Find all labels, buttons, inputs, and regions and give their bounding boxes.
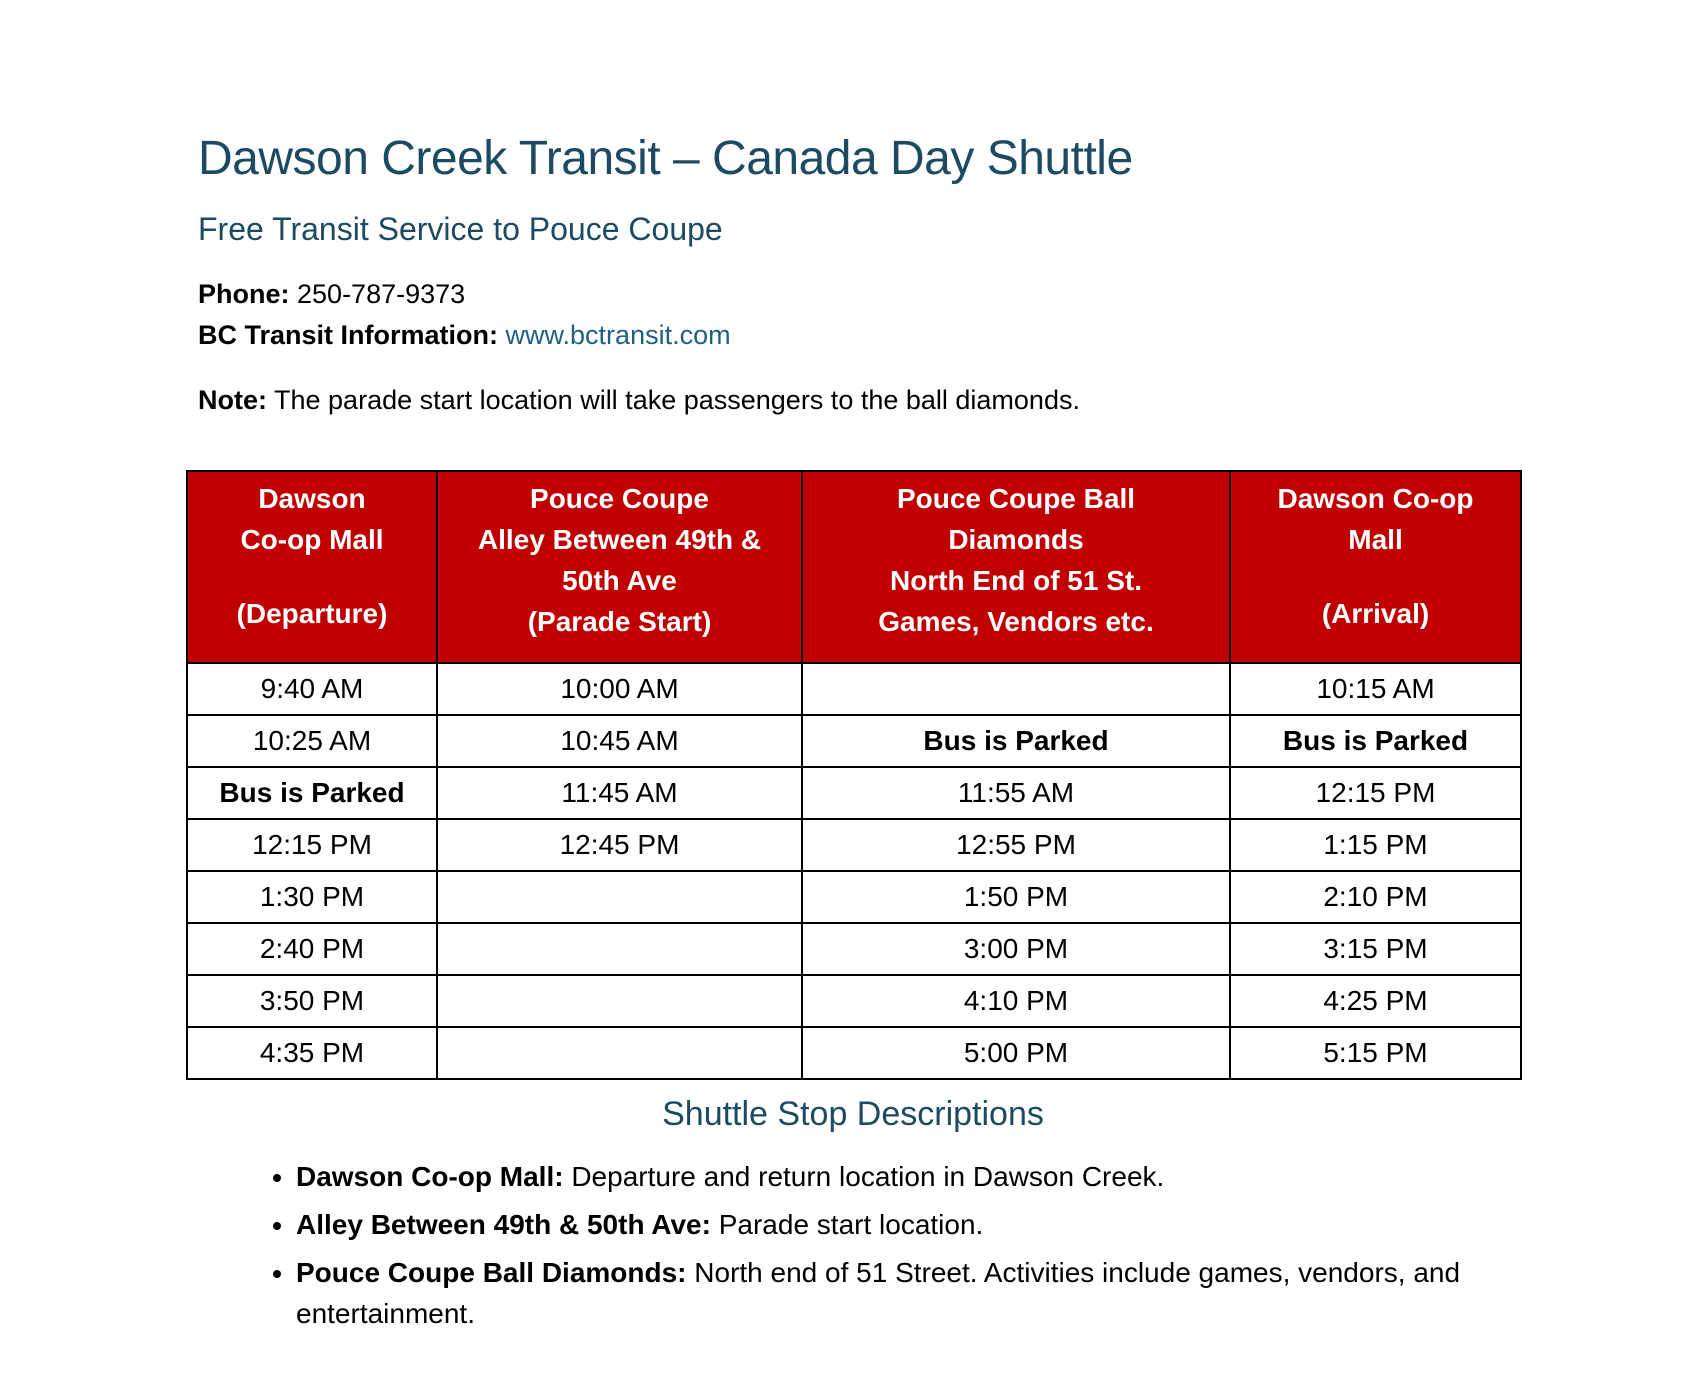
schedule-table <box>186 470 1522 1080</box>
stops-section-title: Shuttle Stop Descriptions <box>662 1095 1044 1133</box>
table-cell: 3:00 PM <box>802 923 1230 975</box>
stop-label: Alley Between 49th & 50th Ave: <box>296 1209 711 1240</box>
info-label: BC Transit Information: <box>198 319 499 350</box>
header-ball-diamonds: Pouce Coupe Ball Diamonds North End of 51 St. Games, Vendors etc. <box>802 471 1230 663</box>
list-item <box>296 1204 1526 1245</box>
table-cell: 12:15 PM <box>1230 767 1521 819</box>
table-cell: 2:10 PM <box>1230 871 1521 923</box>
stops-list <box>246 1156 1526 1341</box>
header-departure: Dawson Co-op Mall (Departure) <box>187 471 437 663</box>
stop-description: Departure and return location in Dawson Creek. <box>571 1161 1165 1192</box>
schedule-header-row <box>187 471 1521 663</box>
table-cell: 5:00 PM <box>802 1027 1230 1079</box>
schedule-body <box>187 663 1521 1079</box>
note-text: The parade start location will take passengers to the ball diamonds. <box>274 384 1080 415</box>
stop-description: North end of 51 Street. Activities include games, vendors, and entertainment. <box>296 1257 1461 1329</box>
table-row <box>187 923 1521 975</box>
document-page <box>198 130 1528 1329</box>
stop-description: Parade start location. <box>718 1209 984 1240</box>
phone-value: 250-787-9373 <box>297 278 466 309</box>
table-cell <box>437 923 802 975</box>
info-line <box>198 315 1528 356</box>
table-cell: 9:40 AM <box>187 663 437 715</box>
header-parade-start: Pouce Coupe Alley Between 49th & 50th Ave (Parade Start) <box>437 471 802 663</box>
table-cell: 3:50 PM <box>187 975 437 1027</box>
page-subtitle: Free Transit Service to Pouce Coupe <box>198 210 723 247</box>
table-cell: 4:25 PM <box>1230 975 1521 1027</box>
table-cell: 11:45 AM <box>437 767 802 819</box>
table-row <box>187 663 1521 715</box>
table-row <box>187 767 1521 819</box>
stop-label: Dawson Co-op Mall: <box>296 1161 564 1192</box>
table-cell: Bus is Parked <box>187 767 437 819</box>
note-label: Note: <box>198 384 267 415</box>
table-cell: 1:50 PM <box>802 871 1230 923</box>
stop-label: Pouce Coupe Ball Diamonds: <box>296 1257 687 1288</box>
table-cell <box>437 1027 802 1079</box>
list-item <box>296 1156 1526 1197</box>
table-cell: 3:15 PM <box>1230 923 1521 975</box>
table-cell: 12:55 PM <box>802 819 1230 871</box>
table-cell: 10:00 AM <box>437 663 802 715</box>
contact-info <box>198 274 1528 356</box>
table-cell: 10:45 AM <box>437 715 802 767</box>
page-title: Dawson Creek Transit – Canada Day Shuttle <box>198 132 1133 185</box>
table-cell: 12:15 PM <box>187 819 437 871</box>
table-row <box>187 975 1521 1027</box>
table-cell: 12:45 PM <box>437 819 802 871</box>
bctransit-link[interactable]: www.bctransit.com <box>505 319 731 350</box>
table-cell <box>802 663 1230 715</box>
table-cell <box>437 871 802 923</box>
table-cell: 1:15 PM <box>1230 819 1521 871</box>
note <box>198 380 1528 421</box>
table-cell: 5:15 PM <box>1230 1027 1521 1079</box>
table-cell <box>437 975 802 1027</box>
table-cell: 10:15 AM <box>1230 663 1521 715</box>
header-arrival: Dawson Co-op Mall (Arrival) <box>1230 471 1521 663</box>
table-cell: 2:40 PM <box>187 923 437 975</box>
table-cell: 10:25 AM <box>187 715 437 767</box>
table-row <box>187 819 1521 871</box>
table-row <box>187 1027 1521 1079</box>
table-cell: 4:35 PM <box>187 1027 437 1079</box>
phone-line <box>198 274 1528 315</box>
table-cell: Bus is Parked <box>802 715 1230 767</box>
table-row <box>187 871 1521 923</box>
table-cell: 4:10 PM <box>802 975 1230 1027</box>
table-cell: 11:55 AM <box>802 767 1230 819</box>
phone-label: Phone: <box>198 278 290 309</box>
table-cell: Bus is Parked <box>1230 715 1521 767</box>
list-item <box>296 1252 1526 1334</box>
table-row <box>187 715 1521 767</box>
table-cell: 1:30 PM <box>187 871 437 923</box>
